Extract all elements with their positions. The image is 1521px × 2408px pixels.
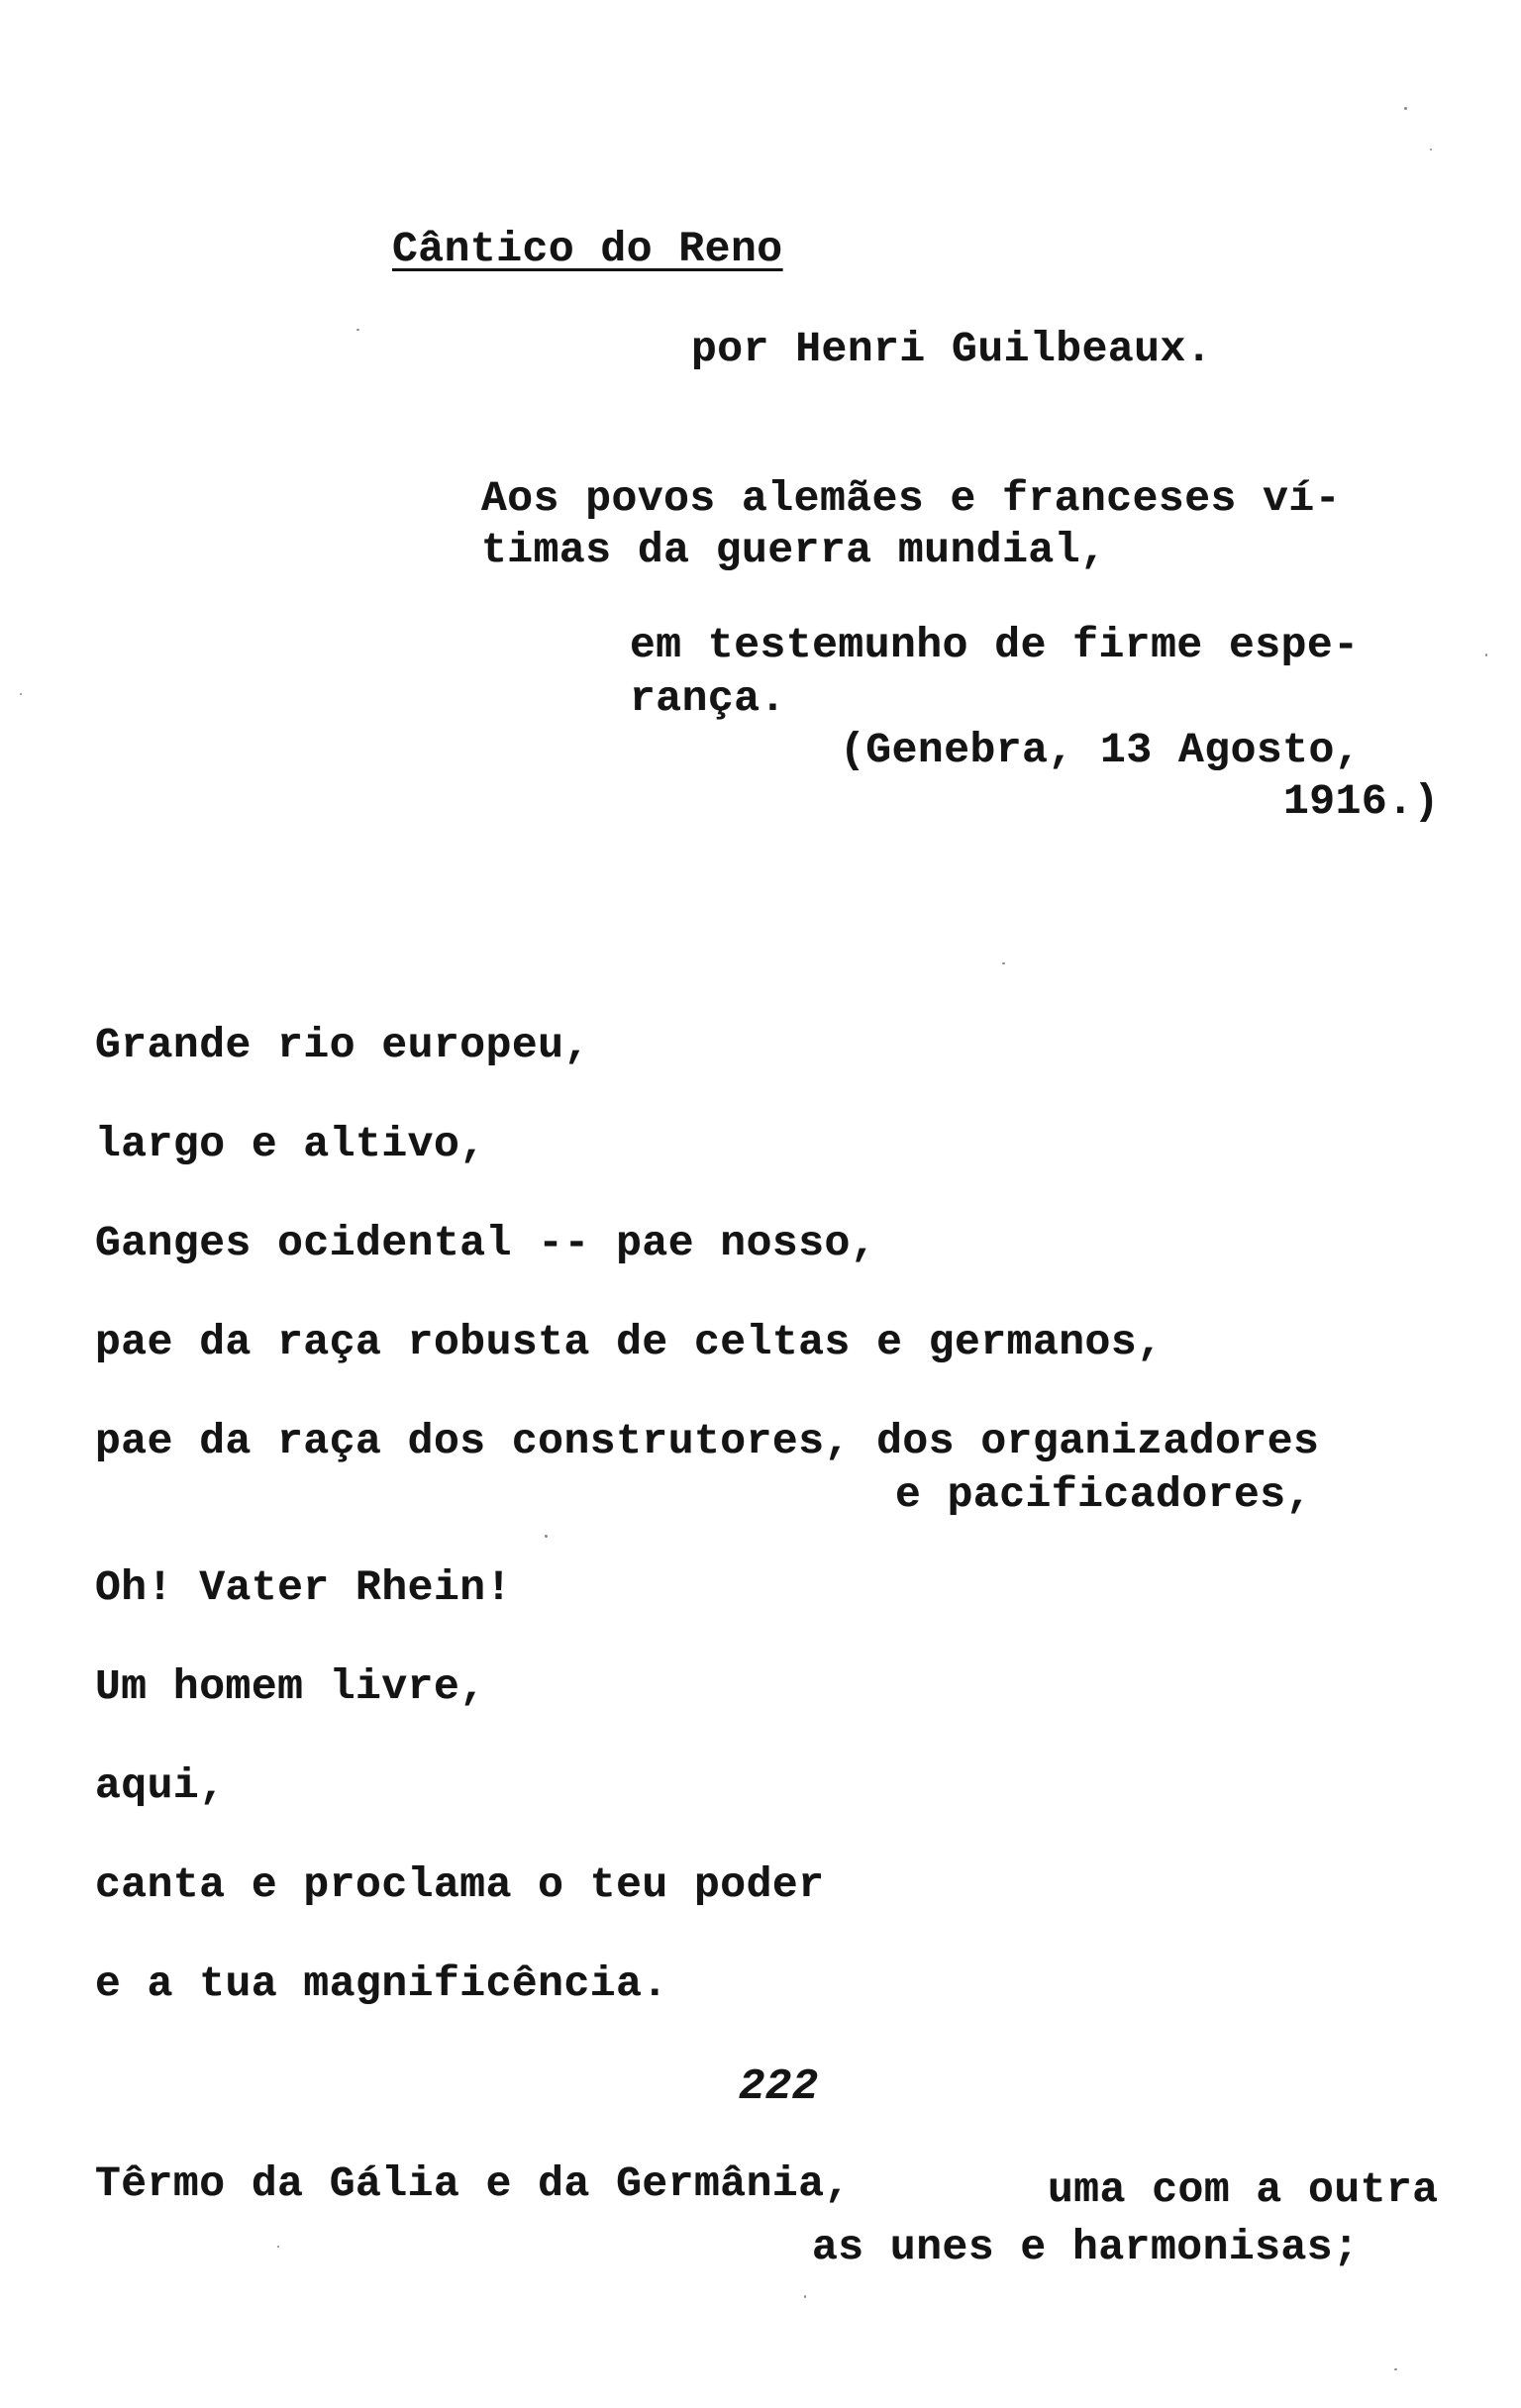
scan-speck xyxy=(1394,2368,1397,2370)
verse-line: Ganges ocidental -- pae nosso, xyxy=(95,1219,877,1267)
verse-line: largo e altivo, xyxy=(95,1120,486,1168)
date-line-2: 1916.) xyxy=(1283,777,1440,826)
verse-line: canta e proclama o teu poder xyxy=(95,1860,825,1909)
poem-title: Cântico do Reno xyxy=(392,225,783,273)
scan-speck xyxy=(1404,107,1407,110)
author-line: por Henri Guilbeaux. xyxy=(691,325,1213,373)
verse-line: pae da raça robusta de celtas e germanos, xyxy=(95,1318,1164,1366)
verse-line: Grande rio europeu, xyxy=(95,1021,590,1069)
verse-line: aqui, xyxy=(95,1761,226,1810)
scan-speck xyxy=(1485,653,1487,656)
dedication-line-2: timas da guerra mundial, xyxy=(481,526,1107,574)
verse-line: Têrmo da Gália e da Germânia, xyxy=(95,2159,851,2208)
dedication-line-1: Aos povos alemães e franceses ví- xyxy=(481,474,1342,523)
page-number: 222 xyxy=(739,2062,819,2112)
testimony-line-2: rança. xyxy=(630,674,786,723)
scan-speck xyxy=(1002,962,1005,964)
verse-line: pae da raça dos construtores, dos organizadores xyxy=(95,1417,1320,1465)
scan-speck xyxy=(1430,149,1432,150)
verse-line: Oh! Vater Rhein! xyxy=(95,1563,512,1612)
scan-speck xyxy=(356,329,359,331)
scan-speck xyxy=(545,1535,548,1538)
verse-line: as unes e harmonisas; xyxy=(812,2223,1360,2271)
scan-speck xyxy=(804,2295,806,2298)
scan-speck xyxy=(20,693,22,695)
verse-line: Um homem livre, xyxy=(95,1662,486,1711)
verse-line: e pacificadores, xyxy=(895,1470,1312,1519)
verse-line: e a tua magnificência. xyxy=(95,1959,668,2008)
testimony-line-1: em testemunho de firme espe- xyxy=(630,621,1360,669)
date-line-1: (Genebra, 13 Agosto, xyxy=(840,726,1362,774)
verse-line: uma com a outra xyxy=(1048,2165,1439,2214)
scan-speck xyxy=(277,2246,279,2248)
